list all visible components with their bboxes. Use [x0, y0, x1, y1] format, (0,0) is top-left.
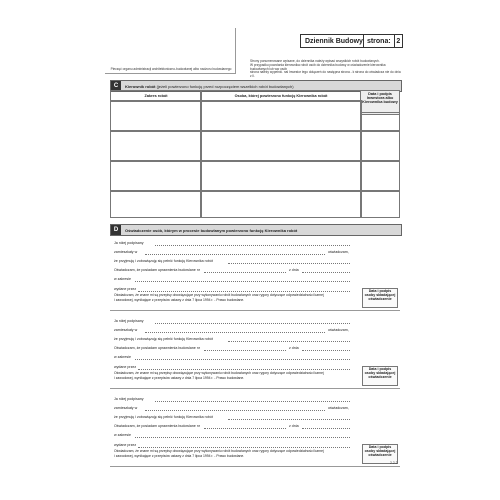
- decl-scope-field[interactable]: [228, 341, 350, 342]
- decl-range-field[interactable]: [135, 359, 350, 360]
- decl-address-label: zamieszkały w: [114, 328, 138, 332]
- page-label: strona:: [363, 35, 394, 47]
- section-c-title-text: Kierownik robót: [125, 83, 156, 89]
- decl-license-field[interactable]: [204, 350, 286, 351]
- table-row-sign[interactable]: [360, 112, 400, 132]
- decl-signature-box[interactable]: Data i podpis osoby składającej oświadczenie: [362, 444, 398, 464]
- decl-name-field[interactable]: [155, 401, 350, 402]
- section-d-letter: D: [111, 225, 121, 235]
- decl-declare-label: oświadczam,: [328, 406, 349, 410]
- decl-address-field[interactable]: [145, 332, 325, 333]
- decl-line-name-label: Ja niżej podpisany: [114, 241, 144, 245]
- decl-address-label: zamieszkały w: [114, 250, 138, 254]
- section-d-title: Oświadczenie osób, którym w procesie budowlanym powierzono funkcję Kierownika robót: [125, 227, 298, 233]
- decl-license-field[interactable]: [204, 272, 286, 273]
- decl-date-field[interactable]: [302, 428, 350, 429]
- table-row-person[interactable]: [200, 160, 362, 192]
- decl-line-name-label: Ja niżej podpisany: [114, 319, 144, 323]
- decl-range-label: w zakresie: [114, 277, 131, 281]
- stamp-caption: Pieczęć organu administracji architektoniczno-budowlanej albo nadzoru budowlanego: [110, 67, 232, 71]
- table-row-person[interactable]: [200, 130, 362, 162]
- decl-address-label: zamieszkały w: [114, 406, 138, 410]
- declaration-block: [110, 392, 400, 467]
- section-c-title: [121, 84, 294, 89]
- table-row-person[interactable]: [200, 100, 362, 132]
- decl-name-field[interactable]: [155, 245, 350, 246]
- table-row-person[interactable]: [200, 190, 362, 218]
- decl-line-name-label: Ja niżej podpisany: [114, 397, 144, 401]
- decl-signature-box[interactable]: Data i podpis osoby składającej oświadczenie: [362, 366, 398, 386]
- decl-license-label: Oświadczam, że posiadam uprawnienia budowlane nr: [114, 346, 200, 350]
- decl-signature-box[interactable]: Data i podpis osoby składającej oświadczenie: [362, 288, 398, 308]
- decl-statement-2: i zawodowej, wynikające z przepisów ustawy z dnia 7 lipca 1994 r. - Prawo budowlane.: [114, 376, 245, 380]
- decl-range-label: w zakresie: [114, 355, 131, 359]
- decl-issued-field[interactable]: [138, 447, 350, 448]
- notice-line: Strony ponumerowane wpisane, do dziennika należy wpisać wszystkich robót budowlanych.: [250, 59, 380, 63]
- decl-statement-2: i zawodowej, wynikające z przepisów ustawy z dnia 7 lipca 1994 r. - Prawo budowlane.: [114, 454, 245, 458]
- footer-code: 2-2-2: [390, 461, 398, 465]
- decl-license-label: Oświadczam, że posiadam uprawnienia budowlane nr: [114, 424, 200, 428]
- decl-name-field[interactable]: [155, 323, 350, 324]
- section-d-body: [110, 236, 400, 468]
- section-d-header: [110, 224, 402, 236]
- decl-issued-label: wydane przez: [114, 443, 137, 447]
- page-number: 2: [394, 35, 402, 47]
- notice-text: [250, 60, 402, 79]
- decl-scope-field[interactable]: [228, 263, 350, 264]
- decl-declare-label: oświadczam,: [328, 328, 349, 332]
- page-title: Dziennik Budowy: [305, 37, 363, 45]
- decl-declare-label: oświadczam,: [328, 250, 349, 254]
- declaration-block: [110, 236, 400, 311]
- decl-license-field[interactable]: [204, 428, 286, 429]
- decl-range-label: w zakresie: [114, 433, 131, 437]
- table-row-sign[interactable]: [360, 190, 400, 218]
- col-person-header: Osoba, której powierzono funkcję Kierownika robót: [200, 90, 362, 102]
- notice-line: strona należy wypełnić. nal Inwestor lego dołączeń do następna strona - k strona do oświadcza nie do dnia z ll.: [250, 70, 401, 79]
- decl-statement-1: Oświadczam, że znane mi są przepisy obowiązujące przy wykonywaniu robót budowlanych oraz rygory dotyczące odpowiedzialności karnej: [114, 371, 324, 375]
- decl-range-field[interactable]: [135, 281, 350, 282]
- table-row-scope[interactable]: [110, 100, 202, 132]
- decl-statement-2: i zawodowej, wynikające z przepisów ustawy z dnia 7 lipca 1994 r. - Prawo budowlane.: [114, 298, 245, 302]
- decl-accept-text: że przyjmuję i zobowiązuję się pełnić funkcję Kierownika robót: [114, 415, 213, 419]
- decl-range-field[interactable]: [135, 437, 350, 438]
- decl-issued-field[interactable]: [138, 369, 350, 370]
- table-row-scope[interactable]: [110, 130, 202, 162]
- decl-date-label: z dnia: [289, 424, 299, 428]
- decl-accept-text: że przyjmuję i zobowiązuję się pełnić funkcję Kierownika robót: [114, 259, 213, 263]
- table-row-scope[interactable]: [110, 160, 202, 192]
- declaration-block: [110, 314, 400, 389]
- decl-date-label: z dnia: [289, 268, 299, 272]
- decl-statement-1: Oświadczam, że znane mi są przepisy obowiązujące przy wykonywaniu robót budowlanych oraz rygory dotyczące odpowiedzialności karnej: [114, 293, 324, 297]
- col-sign-header: Data i podpis Inwestora albo Kierownika budowy: [360, 90, 400, 115]
- decl-date-label: z dnia: [289, 346, 299, 350]
- table-row-sign[interactable]: [360, 130, 400, 162]
- decl-date-field[interactable]: [302, 272, 350, 273]
- section-c-table: [110, 90, 400, 217]
- decl-date-field[interactable]: [302, 350, 350, 351]
- decl-issued-label: wydane przez: [114, 365, 137, 369]
- decl-scope-field[interactable]: [228, 419, 350, 420]
- decl-address-field[interactable]: [145, 254, 325, 255]
- decl-license-label: Oświadczam, że posiadam uprawnienia budowlane nr: [114, 268, 200, 272]
- notice-line: W przypadku powołania kierownika robót osób do dziennika budowy w oświadczenie kierownika budowlanych lub ww osób: [250, 62, 386, 71]
- decl-issued-label: wydane przez: [114, 287, 137, 291]
- table-row-sign[interactable]: [360, 160, 400, 192]
- decl-issued-field[interactable]: [138, 291, 350, 292]
- page-title-box: [300, 34, 403, 48]
- table-row-scope[interactable]: [110, 190, 202, 218]
- col-scope-header: Zakres robót: [110, 90, 202, 102]
- decl-accept-text: że przyjmuję i zobowiązuję się pełnić funkcję Kierownika robót: [114, 337, 213, 341]
- section-c-subtitle: (jeżeli powierzono funkcję przed rozpoczęciem wszelkich robót budowlanych): [156, 83, 294, 89]
- decl-address-field[interactable]: [145, 410, 325, 411]
- decl-statement-1: Oświadczam, że znane mi są przepisy obowiązujące przy wykonywaniu robót budowlanych oraz rygory dotyczące odpowiedzialności karnej: [114, 449, 324, 453]
- section-c-letter: C: [111, 81, 121, 91]
